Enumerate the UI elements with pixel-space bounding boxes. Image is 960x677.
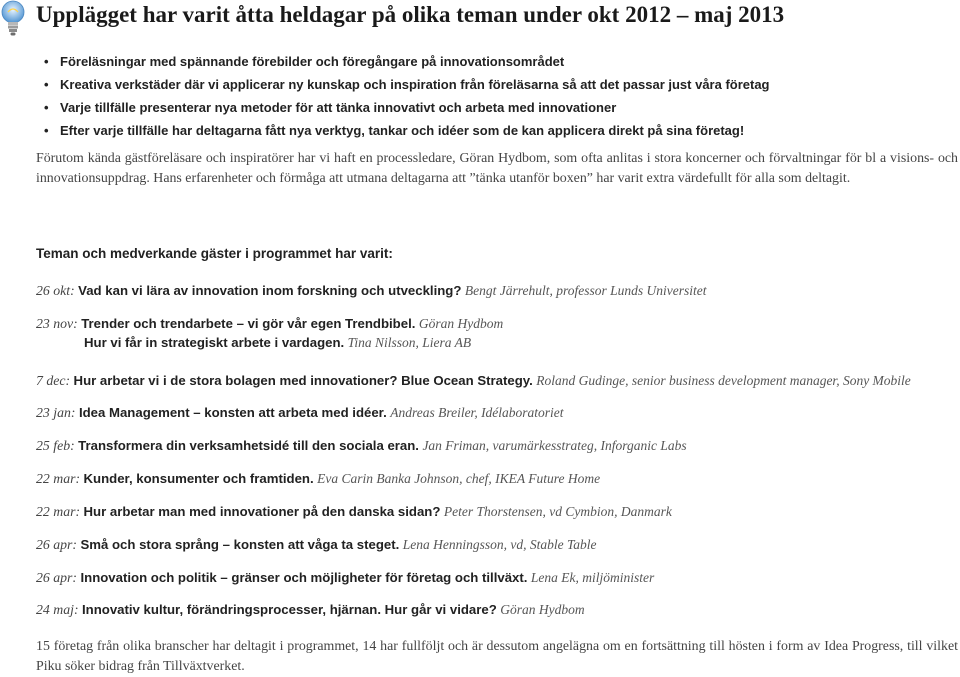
- program-topic: [36, 314, 503, 352]
- lightbulb-icon: [0, 0, 26, 40]
- outro-paragraph: 15 företag från olika branscher har deltagit i programmet, 14 har fullföljt och är dessutom angelägna om en fortsättning till hösten i form av Idea Progress, till vilket Piku söker bidrag från Tillväxtverket.: [36, 639, 958, 674]
- topic-date: 26 apr:: [36, 570, 78, 585]
- topic-guest: Eva Carin Banka Johnson, chef, IKEA Future Home: [317, 471, 601, 486]
- topic-date: 24 maj:: [36, 602, 79, 617]
- bullet-icon: •: [44, 77, 49, 92]
- program-topic: [36, 502, 672, 521]
- topic-guest: Roland Gudinge, senior business development manager, Sony Mobile: [536, 373, 911, 388]
- bullet-icon: •: [44, 54, 49, 69]
- topic-label: Små och stora språng – konsten att våga ta steget.: [80, 537, 400, 552]
- topic-guest: Tina Nilsson, Liera AB: [347, 335, 472, 350]
- program-topic: [36, 281, 706, 300]
- list-item: • Varje tillfälle presenterar nya metoder för att tänka innovativt och arbeta med innovationer: [60, 96, 770, 119]
- list-item: • Föreläsningar med spännande förebilder och föregångare på innovationsområdet: [60, 50, 770, 73]
- list-item: • Efter varje tillfälle har deltagarna fått nya verktyg, tankar och idéer som de kan applicera direkt på sina företag!: [60, 119, 770, 142]
- program-heading: Teman och medverkande gäster i programmet har varit:: [36, 246, 393, 261]
- bullet-icon: •: [44, 100, 49, 115]
- topic-label: Transformera din verksamhetsidé till den sociala eran.: [78, 438, 419, 453]
- topic-date: 26 apr:: [36, 537, 78, 552]
- bullet-icon: •: [44, 123, 49, 138]
- topic-date: 7 dec:: [36, 373, 71, 388]
- topic-label: Hur arbetar vi i de stora bolagen med innovationer? Blue Ocean Strategy.: [73, 373, 533, 388]
- program-topic: [36, 436, 687, 455]
- topic-date: 23 jan:: [36, 405, 76, 420]
- topic-guest: Lena Ek, miljöminister: [530, 570, 655, 585]
- bullet-list: [44, 50, 770, 142]
- page-title: Upplägget har varit åtta heldagar på olika teman under okt 2012 – maj 2013: [36, 2, 785, 27]
- topic-date: 26 okt:: [36, 283, 75, 298]
- topic-date: 22 mar:: [36, 471, 81, 486]
- program-topic: [36, 568, 654, 587]
- topic-guest: Peter Thorstensen, vd Cymbion, Danmark: [443, 504, 672, 519]
- program-topic: [36, 535, 596, 554]
- topic-date: 25 feb:: [36, 438, 75, 453]
- topic-label: Hur arbetar man med innovationer på den danska sidan?: [83, 504, 441, 519]
- topic-guest: Göran Hydbom: [418, 316, 504, 331]
- topic-guest: Andreas Breiler, Idélaboratoriet: [390, 405, 564, 420]
- topic-guest: Lena Henningsson, vd, Stable Table: [402, 537, 597, 552]
- intro-paragraph: Förutom kända gästföreläsare och inspiratörer har vi haft en processledare, Göran Hydbom, som ofta anlitas i stora koncerner och förvaltningar för bl a visions- och innovationsuppdrag. Hans erfarenheter och förmåga att utmana deltagarna att ”tänka utanför boxen” har varit extra värdefullt för alla som deltagit.: [36, 151, 958, 186]
- topic-guest: Bengt Järrehult, professor Lunds Universitet: [464, 283, 707, 298]
- program-topic: [36, 469, 600, 488]
- topic-label: Hur vi får in strategiskt arbete i vardagen.: [84, 335, 345, 350]
- program-topic: [36, 600, 585, 619]
- topic-label: Trender och trendarbete – vi gör vår egen Trendbibel.: [81, 316, 416, 331]
- list-item: • Kreativa verkstäder där vi applicerar ny kunskap och inspiration från föreläsarna så att det passar just våra företag: [60, 73, 770, 96]
- topic-label: Idea Management – konsten att arbeta med idéer.: [78, 405, 387, 420]
- topic-continuation: [36, 333, 503, 352]
- topic-label: Vad kan vi lära av innovation inom forskning och utveckling?: [78, 283, 462, 298]
- topic-label: Innovativ kultur, förändringsprocesser, hjärnan. Hur går vi vidare?: [82, 602, 497, 617]
- topic-label: Innovation och politik – gränser och möjligheter för företag och tillväxt.: [80, 570, 528, 585]
- topic-label: Kunder, konsumenter och framtiden.: [83, 471, 314, 486]
- topic-date: 22 mar:: [36, 504, 81, 519]
- topic-guest: Jan Friman, varumärkesstrateg, Inforganic Labs: [422, 438, 687, 453]
- topic-guest: Göran Hydbom: [500, 602, 585, 617]
- program-topic: [36, 371, 911, 390]
- program-topic: [36, 403, 564, 422]
- topic-date: 23 nov:: [36, 316, 78, 331]
